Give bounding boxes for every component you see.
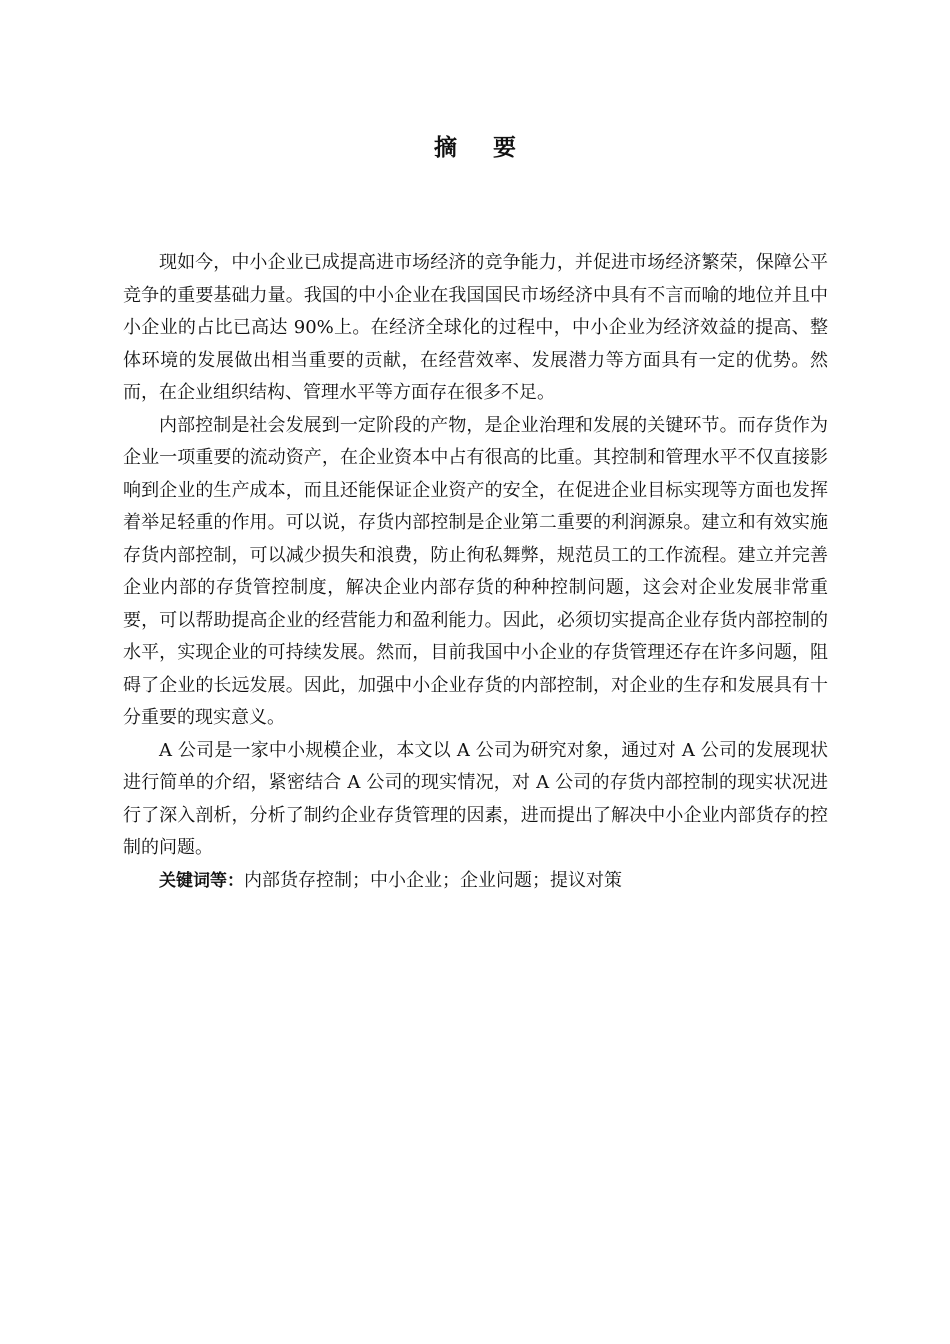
abstract-body [123, 247, 828, 897]
abstract-paragraph-1: 现如今，中小企业已成提高进市场经济的竞争能力，并促进市场经济繁荣，保障公平竞争的重要基础力量。我国的中小企业在我国国民市场经济中具有不言而喻的地位并且中小企业的占比已高达 90%上。在经济全球化的过程中，中小企业为经济效益的提高、整体环境的发展做出相当重要的贡献，在经营效率、发展潜力等方面具有一定的优势。然而，在企业组织结构、管理水平等方面存在很多不足。 [123, 252, 828, 403]
keywords-label: 关键词等： [159, 870, 244, 891]
keywords-line [123, 865, 828, 898]
abstract-paragraph-2: 内部控制是社会发展到一定阶段的产物，是企业治理和发展的关键环节。而存货作为企业一项重要的流动资产，在企业资本中占有很高的比重。其控制和管理水平不仅直接影响到企业的生产成本，而且还能保证企业资产的安全，在促进企业目标实现等方面也发挥着举足轻重的作用。可以说，存货内部控制是企业第二重要的利润源泉。建立和有效实施存货内部控制，可以减少损失和浪费，防止徇私舞弊，规范员工的工作流程。建立并完善企业内部的存货管控制度，解决企业内部存货的种种控制问题，这会对企业发展非常重要，可以帮助提高企业的经营能力和盈利能力。因此，必须切实提高企业存货内部控制的水平，实现企业的可持续发展。然而，目前我国中小企业的存货管理还存在许多问题，阻碍了企业的长远发展。因此，加强中小企业存货的内部控制，对企业的生存和发展具有十分重要的现实意义。 [123, 414, 828, 728]
abstract-paragraph-3: A 公司是一家中小规模企业，本文以 A 公司为研究对象，通过对 A 公司的发展现状进行简单的介绍，紧密结合 A 公司的现实情况，对 A 公司的存货内部控制的现实状况进行了深入剖析，分析了制约企业存货管理的因素，进而提出了解决中小企业内部货存的控制的问题。 [123, 739, 828, 858]
keywords-list: 内部货存控制；中小企业；企业问题；提议对策 [244, 869, 622, 891]
abstract-title: 摘 要 [433, 135, 530, 161]
